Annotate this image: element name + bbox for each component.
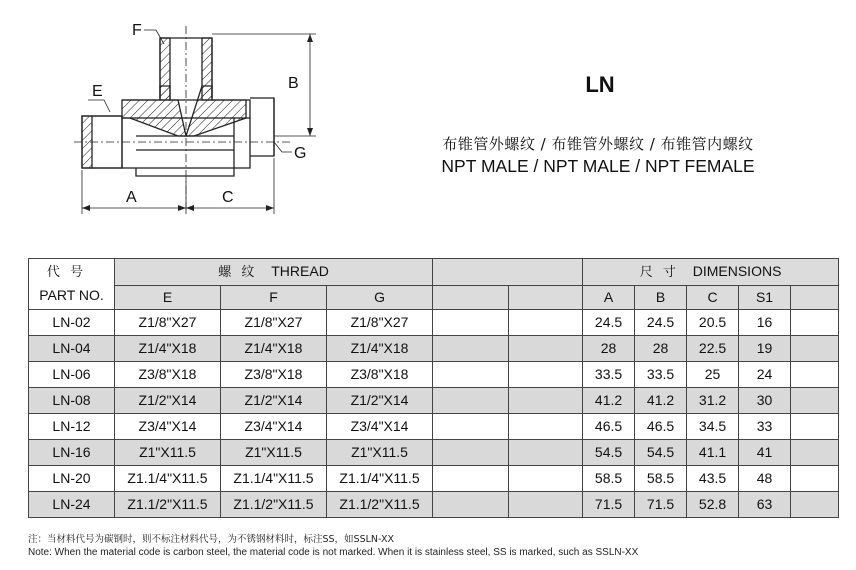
thread-header-cell bbox=[115, 259, 433, 286]
cell-a: 54.5 bbox=[583, 440, 635, 466]
cell-c: 41.1 bbox=[687, 440, 739, 466]
cell-code: LN-06 bbox=[29, 362, 115, 388]
cell-code: LN-04 bbox=[29, 336, 115, 362]
cell-c: 34.5 bbox=[687, 414, 739, 440]
table-row bbox=[29, 336, 839, 362]
label-a: A bbox=[126, 189, 137, 206]
blank-cell bbox=[509, 492, 583, 518]
cell-g: Z3/8"X18 bbox=[327, 362, 433, 388]
blank-cell bbox=[433, 466, 509, 492]
part-code-title: LN bbox=[585, 72, 615, 97]
cell-g: Z1/4"X18 bbox=[327, 336, 433, 362]
cell-c: 25 bbox=[687, 362, 739, 388]
cell-c: 43.5 bbox=[687, 466, 739, 492]
blank-cell bbox=[509, 414, 583, 440]
cell-e: Z3/8"X18 bbox=[115, 362, 221, 388]
code-header-cn: 代 号 bbox=[46, 265, 87, 280]
tee-fitting-drawing bbox=[60, 18, 340, 218]
col-header-c: C bbox=[687, 286, 739, 310]
thread-header-en: THREAD bbox=[271, 263, 329, 279]
table-row bbox=[29, 466, 839, 492]
table-row bbox=[29, 362, 839, 388]
cell-b: 33.5 bbox=[635, 362, 687, 388]
cell-f: Z3/4"X14 bbox=[221, 414, 327, 440]
cell-c: 31.2 bbox=[687, 388, 739, 414]
cell-f: Z1.1/2"X11.5 bbox=[221, 492, 327, 518]
dimensions-header-cn: 尺 寸 bbox=[639, 265, 679, 280]
cell-c: 52.8 bbox=[687, 492, 739, 518]
table-row bbox=[29, 492, 839, 518]
cell-s1: 41 bbox=[739, 440, 791, 466]
label-b: B bbox=[288, 75, 299, 92]
blank-cell bbox=[433, 492, 509, 518]
blank-cell bbox=[791, 466, 839, 492]
cell-f: Z1.1/4"X11.5 bbox=[221, 466, 327, 492]
cell-code: LN-02 bbox=[29, 310, 115, 336]
cell-a: 71.5 bbox=[583, 492, 635, 518]
col-header-f: F bbox=[221, 286, 327, 310]
col-header-b: B bbox=[635, 286, 687, 310]
cell-f: Z3/8"X18 bbox=[221, 362, 327, 388]
label-g: G bbox=[294, 145, 307, 162]
cell-c: 22.5 bbox=[687, 336, 739, 362]
note-chinese: 注：当材料代号为碳钢时，则不标注材料代号，为不锈钢材料时，标注SS，如SSLN-XX bbox=[28, 534, 394, 545]
cell-a: 58.5 bbox=[583, 466, 635, 492]
dimensions-header-cell bbox=[583, 259, 839, 286]
dimensions-header-en: DIMENSIONS bbox=[692, 263, 782, 279]
thread-header-cn: 螺 纹 bbox=[218, 265, 258, 280]
cell-e: Z1.1/4"X11.5 bbox=[115, 466, 221, 492]
col-header-blank bbox=[433, 286, 509, 310]
blank-cell bbox=[509, 388, 583, 414]
cell-f: Z1"X11.5 bbox=[221, 440, 327, 466]
cell-a: 41.2 bbox=[583, 388, 635, 414]
blank-cell bbox=[509, 440, 583, 466]
cell-b: 41.2 bbox=[635, 388, 687, 414]
cell-e: Z3/4"X14 bbox=[115, 414, 221, 440]
cell-g: Z3/4"X14 bbox=[327, 414, 433, 440]
body-hatch bbox=[122, 86, 186, 136]
table-row bbox=[29, 440, 839, 466]
cell-c: 20.5 bbox=[687, 310, 739, 336]
label-f: F bbox=[132, 22, 142, 39]
cell-g: Z1/8"X27 bbox=[327, 310, 433, 336]
cell-f: Z1/2"X14 bbox=[221, 388, 327, 414]
cell-g: Z1.1/2"X11.5 bbox=[327, 492, 433, 518]
cell-e: Z1/8"X27 bbox=[115, 310, 221, 336]
cell-e: Z1"X11.5 bbox=[115, 440, 221, 466]
blank-cell bbox=[433, 414, 509, 440]
cell-s1: 16 bbox=[739, 310, 791, 336]
cell-e: Z1/2"X14 bbox=[115, 388, 221, 414]
cell-s1: 63 bbox=[739, 492, 791, 518]
cell-f: Z1/8"X27 bbox=[221, 310, 327, 336]
label-c: C bbox=[222, 189, 234, 206]
table-row bbox=[29, 310, 839, 336]
blank-cell bbox=[509, 362, 583, 388]
cell-code: LN-16 bbox=[29, 440, 115, 466]
blank-cell bbox=[509, 466, 583, 492]
table-subheader-row bbox=[29, 286, 839, 310]
blank-cell bbox=[509, 310, 583, 336]
blank-cell bbox=[433, 362, 509, 388]
cell-code: LN-24 bbox=[29, 492, 115, 518]
blank-cell bbox=[433, 440, 509, 466]
cell-a: 33.5 bbox=[583, 362, 635, 388]
table-header-row bbox=[29, 259, 839, 286]
cell-s1: 19 bbox=[739, 336, 791, 362]
blank-cell bbox=[791, 414, 839, 440]
cell-b: 24.5 bbox=[635, 310, 687, 336]
note-english: Note: When the material code is carbon steel, the material code is not marked. When it is stainless steel, SS is marked, such as SSLN-XX bbox=[28, 547, 639, 558]
col-header-s1: S1 bbox=[739, 286, 791, 310]
label-e: E bbox=[92, 83, 103, 100]
cell-g: Z1"X11.5 bbox=[327, 440, 433, 466]
cell-code: LN-08 bbox=[29, 388, 115, 414]
blank-cell bbox=[791, 310, 839, 336]
table-row bbox=[29, 414, 839, 440]
cell-s1: 48 bbox=[739, 466, 791, 492]
cell-b: 54.5 bbox=[635, 440, 687, 466]
col-header-blank bbox=[791, 286, 839, 310]
cell-g: Z1.1/4"X11.5 bbox=[327, 466, 433, 492]
blank-cell bbox=[791, 440, 839, 466]
col-header-e: E bbox=[115, 286, 221, 310]
blank-cell bbox=[433, 388, 509, 414]
table-row bbox=[29, 388, 839, 414]
cell-b: 71.5 bbox=[635, 492, 687, 518]
blank-header-cell bbox=[433, 259, 583, 286]
cell-e: Z1.1/2"X11.5 bbox=[115, 492, 221, 518]
cell-a: 24.5 bbox=[583, 310, 635, 336]
blank-cell bbox=[433, 336, 509, 362]
cell-b: 58.5 bbox=[635, 466, 687, 492]
cell-code: LN-20 bbox=[29, 466, 115, 492]
cell-a: 28 bbox=[583, 336, 635, 362]
code-header-en: PART NO. bbox=[39, 287, 104, 303]
cell-a: 46.5 bbox=[583, 414, 635, 440]
code-header-cell bbox=[29, 259, 115, 310]
cell-s1: 24 bbox=[739, 362, 791, 388]
cell-code: LN-12 bbox=[29, 414, 115, 440]
cell-g: Z1/2"X14 bbox=[327, 388, 433, 414]
cell-b: 28 bbox=[635, 336, 687, 362]
blank-cell bbox=[791, 388, 839, 414]
cell-e: Z1/4"X18 bbox=[115, 336, 221, 362]
blank-cell bbox=[433, 310, 509, 336]
cell-b: 46.5 bbox=[635, 414, 687, 440]
col-header-a: A bbox=[583, 286, 635, 310]
blank-cell bbox=[791, 362, 839, 388]
col-header-g: G bbox=[327, 286, 433, 310]
subtitle-english: NPT MALE / NPT MALE / NPT FEMALE bbox=[441, 156, 755, 176]
blank-cell bbox=[791, 492, 839, 518]
blank-cell bbox=[509, 336, 583, 362]
dimension-table bbox=[28, 258, 839, 518]
cell-s1: 30 bbox=[739, 388, 791, 414]
cell-s1: 33 bbox=[739, 414, 791, 440]
blank-cell bbox=[791, 336, 839, 362]
cell-f: Z1/4"X18 bbox=[221, 336, 327, 362]
subtitle-chinese: 布锥管外螺纹 / 布锥管外螺纹 / 布锥管内螺纹 bbox=[442, 135, 754, 153]
col-header-blank bbox=[509, 286, 583, 310]
